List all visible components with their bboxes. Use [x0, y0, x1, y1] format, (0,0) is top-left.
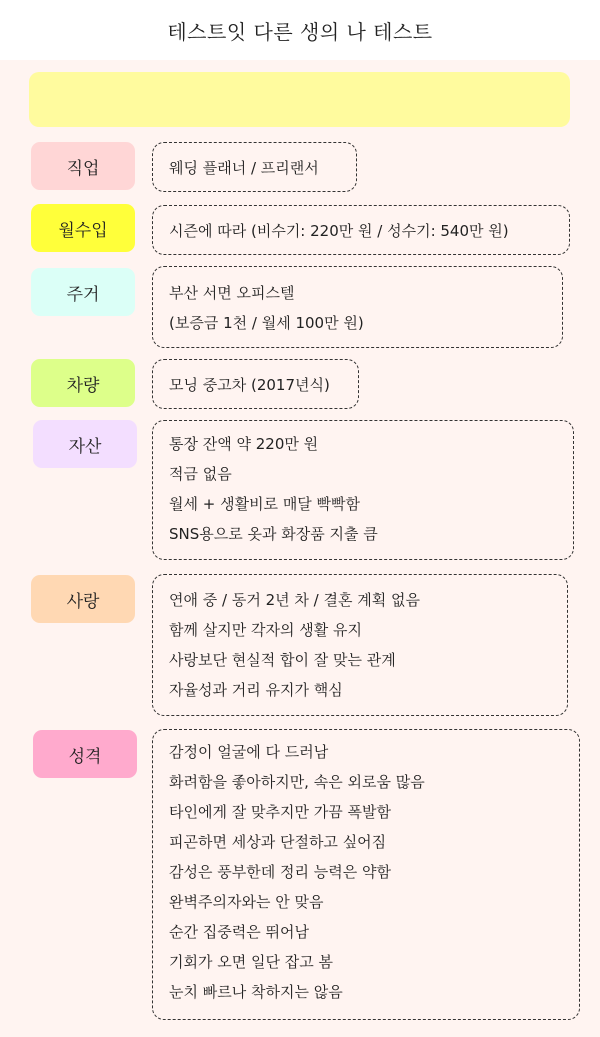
assets-line: SNS용으로 옷과 화장품 지출 큼	[169, 525, 378, 543]
label-income: 월수입	[31, 204, 135, 252]
personality-line: 감정이 얼굴에 다 드러남	[169, 743, 329, 761]
label-assets: 자산	[33, 420, 137, 468]
personality-line: 피곤하면 세상과 단절하고 싶어짐	[169, 833, 387, 851]
housing-line: 부산 서면 오피스텔	[169, 284, 295, 302]
love-line: 함께 살지만 각자의 생활 유지	[169, 621, 362, 639]
label-housing: 주거	[31, 268, 135, 316]
love-line: 연애 중 / 동거 2년 차 / 결혼 계획 없음	[169, 591, 420, 609]
box-assets	[152, 420, 574, 560]
assets-line: 월세 + 생활비로 매달 빡빡함	[169, 495, 361, 513]
box-personality	[152, 729, 580, 1020]
love-line: 자율성과 거리 유지가 핵심	[169, 681, 343, 699]
personality-line: 감성은 풍부한데 정리 능력은 약함	[169, 863, 391, 881]
box-vehicle	[152, 359, 359, 409]
income-line: 시즌에 따라 (비수기: 220만 원 / 성수기: 540만 원)	[169, 221, 509, 240]
result-content	[0, 60, 600, 1037]
box-housing	[152, 266, 563, 348]
personality-line: 순간 집중력은 뛰어남	[169, 923, 309, 941]
personality-line: 완벽주의자와는 안 맞음	[169, 893, 324, 911]
personality-line: 눈치 빠르나 착하지는 않음	[169, 983, 343, 1001]
assets-line: 적금 없음	[169, 465, 232, 483]
label-vehicle: 차량	[31, 359, 135, 407]
personality-line: 기회가 오면 일단 잡고 봄	[169, 953, 333, 971]
box-job	[152, 142, 357, 192]
label-personality: 성격	[33, 730, 137, 778]
love-line: 사랑보단 현실적 합이 잘 맞는 관계	[169, 651, 396, 669]
label-job: 직업	[31, 142, 135, 190]
vehicle-line: 모닝 중고차 (2017년식)	[169, 375, 330, 394]
assets-line: 통장 잔액 약 220만 원	[169, 435, 319, 453]
housing-line: (보증금 1천 / 월세 100만 원)	[169, 314, 364, 332]
highlight-banner	[29, 72, 570, 127]
page-title: 테스트잇 다른 생의 나 테스트	[0, 0, 600, 60]
box-love	[152, 574, 568, 716]
box-income	[152, 205, 570, 255]
personality-line: 화려함을 좋아하지만, 속은 외로움 많음	[169, 773, 425, 791]
job-line: 웨딩 플래너 / 프리랜서	[169, 158, 319, 177]
personality-line: 타인에게 잘 맞추지만 가끔 폭발함	[169, 803, 391, 821]
label-love: 사랑	[31, 575, 135, 623]
